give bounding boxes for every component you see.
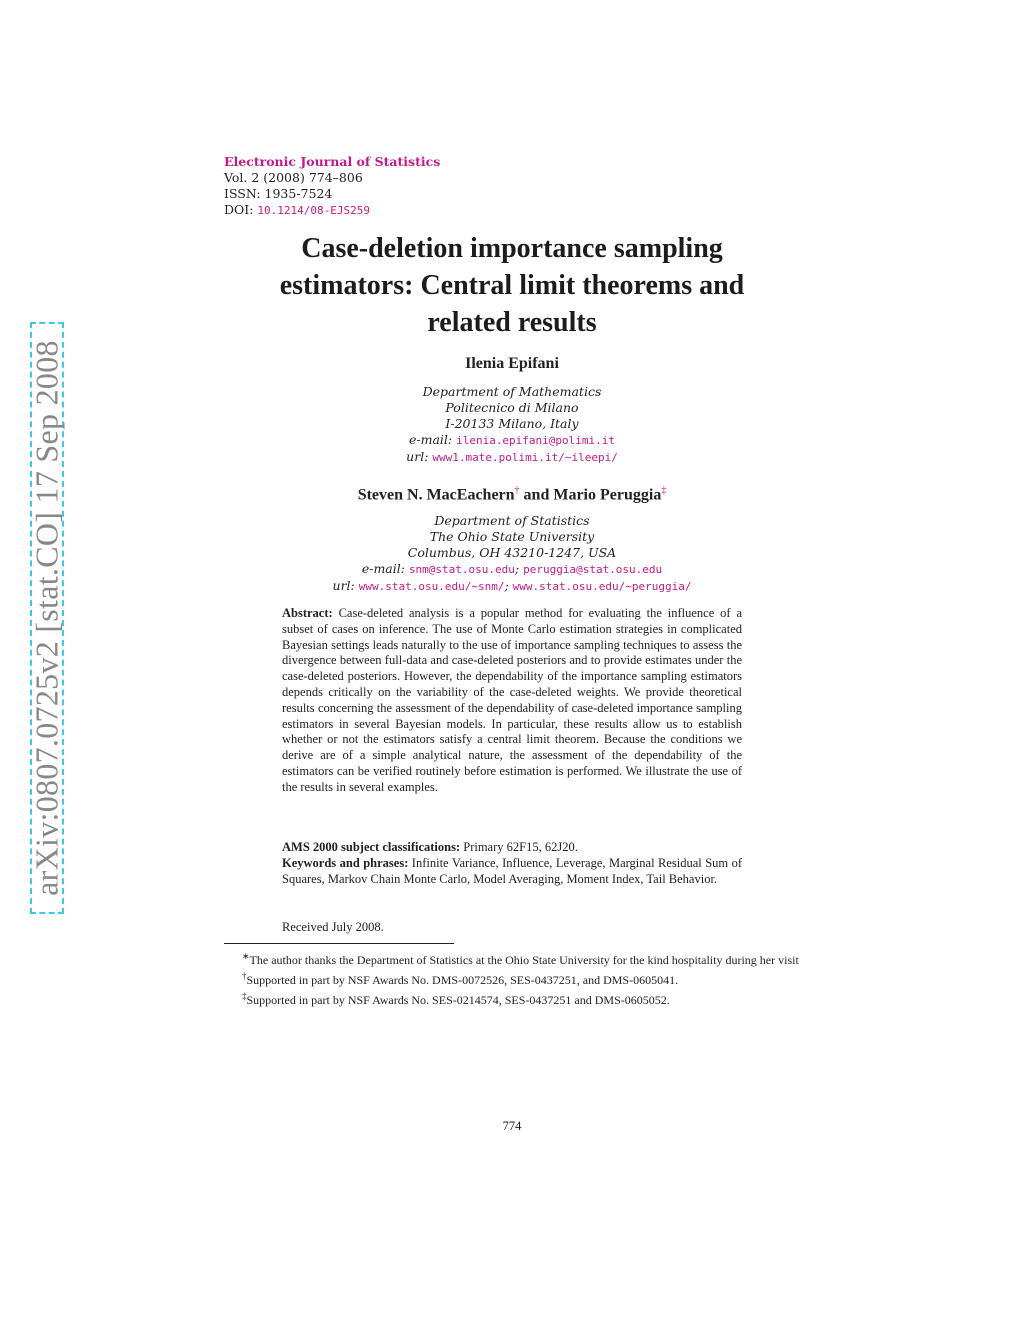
email-separator: ;	[514, 561, 524, 576]
abstract-text: Case-deleted analysis is a popular method for evaluating the influence of a subset of cases on inference. The use of Monte Carlo estimation strategies in complicated Bayesian settings leads naturally to the use of importance sampling techniques to assess the divergence between full-data and case-deleted posteriors and to provide estimates under the case-deleted posteriors. However, the dependability of the importance sampling estimators depends critically on the variability of the case-deleted weights. We provide theoretical results concerning the assessment of the dependability of case-deleted importance sampling estimators in several Bayesian models. In particular, these results allow us to establish whether or not the estimators satisfy a central limit theorem. Because the conditions we derive are of a simple analytical nature, the assessment of the dependability of the estimators can be verified routinely before estimation is performed. We illustrate the use of the results in several examples.	[282, 606, 742, 794]
url-link-snm[interactable]: www.stat.osu.edu/∼snm/	[358, 580, 505, 593]
email-label: e-mail:	[408, 432, 457, 447]
affiliation-osu	[0, 513, 1024, 595]
author-peruggia: Mario Peruggia	[553, 486, 662, 504]
classification-block	[282, 840, 742, 887]
arxiv-stamp-text: arXiv:0807.0725v2 [stat.CO] 17 Sep 2008	[28, 340, 65, 896]
affil-dept: Department of Statistics	[434, 513, 590, 528]
title-line-1: Case-deletion importance sampling	[301, 233, 723, 264]
footnote-3-mark: ‡	[242, 991, 247, 1002]
affil-url-line	[0, 578, 1024, 595]
footnote-rule	[224, 943, 454, 944]
affiliation-epifani	[0, 384, 1024, 466]
url-label: url:	[332, 578, 359, 593]
journal-issn: ISSN: 1935-7524	[224, 186, 333, 201]
and-word: and	[519, 486, 554, 504]
doi-link[interactable]: 10.1214/08-EJS259	[257, 204, 370, 217]
keywords	[282, 856, 742, 888]
footnote-2-text: Supported in part by NSF Awards No. DMS-0072526, SES-0437251, and DMS-0605041.	[246, 973, 679, 988]
email-link-snm[interactable]: snm@stat.osu.edu	[408, 563, 515, 576]
affil-city: Columbus, OH 43210-1247, USA	[407, 545, 617, 560]
footnotes	[224, 948, 804, 1009]
footnote-3-text: Supported in part by NSF Awards No. SES-0214574, SES-0437251 and DMS-0605052.	[246, 993, 670, 1008]
email-link-peruggia[interactable]: peruggia@stat.osu.edu	[523, 563, 663, 576]
page-number: 774	[502, 1119, 522, 1133]
affil-inst: Politecnico di Milano	[445, 400, 579, 415]
journal-header	[224, 154, 440, 219]
author-epifani: Ilenia Epifani	[465, 355, 559, 372]
author-maceachern: Steven N. MacEachern	[357, 486, 515, 504]
email-link[interactable]: ilenia.epifani@polimi.it	[456, 434, 616, 447]
url-label: url:	[406, 449, 433, 464]
abstract	[282, 606, 742, 796]
url-link[interactable]: www1.mate.polimi.it/∼ileepi/	[432, 451, 618, 464]
ams-text: Primary 62F15, 62J20.	[460, 840, 578, 854]
journal-volume: Vol. 2 (2008) 774–806	[224, 170, 363, 185]
abstract-label: Abstract:	[282, 606, 333, 620]
doi-label: DOI:	[224, 202, 258, 217]
ams-classification	[282, 840, 742, 856]
affil-dept: Department of Mathematics	[422, 384, 602, 399]
affil-url-line	[0, 449, 1024, 466]
footnote-3	[224, 988, 804, 1008]
affil-email-line	[0, 561, 1024, 578]
keywords-text: Infinite Variance, Influence, Leverage, Marginal Residual Sum of Squares, Markov Chain Monte Carlo, Model Averaging, Moment Index, Tail Behavior.	[282, 855, 742, 886]
title-line-3: related results	[427, 307, 597, 338]
title-line-2: estimators: Central limit theorems and	[279, 270, 745, 301]
paper-title	[200, 230, 824, 341]
journal-name[interactable]: Electronic Journal of Statistics	[224, 154, 441, 169]
affil-email-line	[0, 432, 1024, 449]
footnote-2	[224, 968, 804, 988]
footnote-1	[224, 948, 804, 968]
received-date: Received July 2008.	[282, 920, 384, 934]
footnote-1-mark: ∗	[242, 951, 250, 961]
email-label: e-mail:	[361, 561, 409, 576]
url-separator: ;	[504, 578, 513, 593]
journal-doi	[224, 202, 440, 219]
affil-city: I-20133 Milano, Italy	[445, 416, 579, 431]
footnote-1-text: The author thanks the Department of Statistics at the Ohio State University for the kind hospitality during her visit	[249, 953, 799, 967]
affil-inst: The Ohio State University	[429, 529, 595, 544]
keywords-label: Keywords and phrases:	[282, 855, 409, 870]
double-dagger-mark[interactable]: ‡	[661, 485, 667, 496]
authors-maceachern-peruggia	[0, 485, 1024, 504]
dagger-mark[interactable]: †	[514, 485, 520, 496]
ams-label: AMS 2000 subject classifications:	[282, 840, 461, 854]
url-link-peruggia[interactable]: www.stat.osu.edu/∼peruggia/	[512, 580, 692, 593]
footnote-2-mark: †	[242, 971, 247, 982]
